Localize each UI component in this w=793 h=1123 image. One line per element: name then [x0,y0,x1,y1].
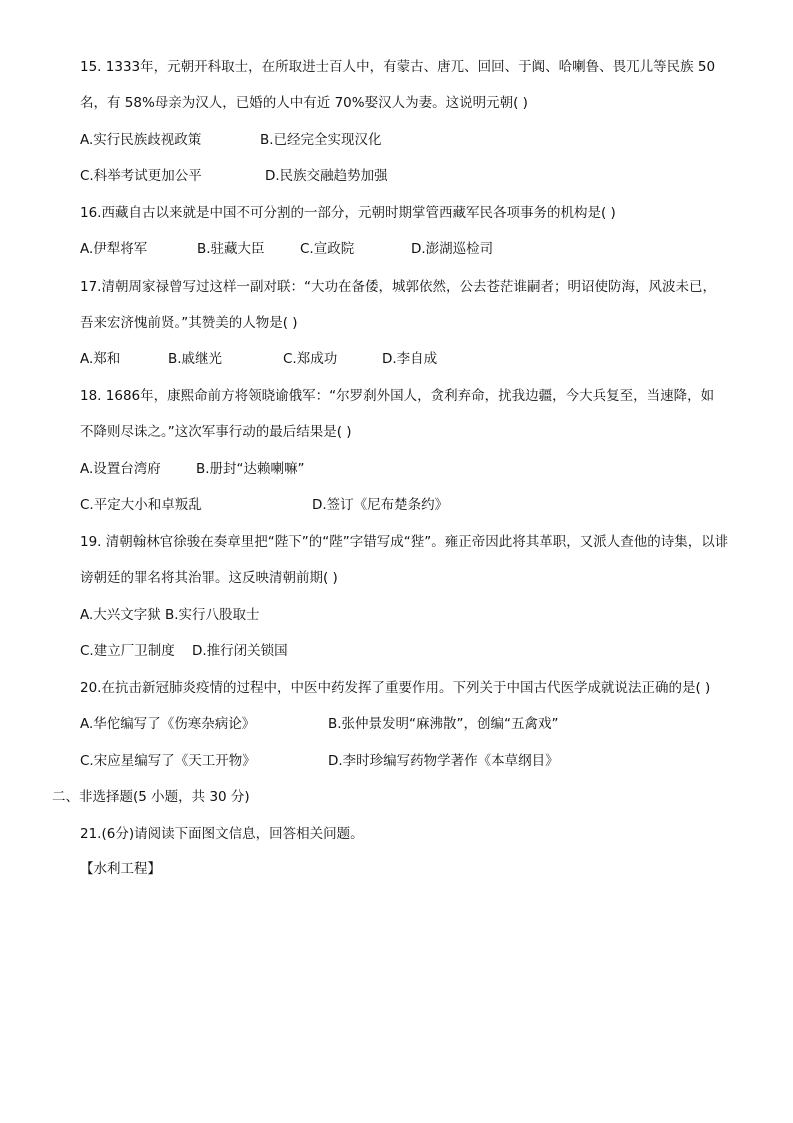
question-18-option-a: A.设置台湾府 [80,461,161,477]
sub-heading-water-engineering: 【水利工程】 [80,861,161,877]
question-17-line-2: 吾来宏济愧前贤。”其赞美的人物是( ) [80,315,298,331]
question-17-option-c: C.郑成功 [283,351,338,367]
question-17-option-d: D.李自成 [382,351,438,367]
question-18-line-1: 18. 1686年，康熙命前方将领晓谕俄军：“尔罗刹外国人，贪利弃命，扰我边疆，今大兵复至，当速降，如 [80,388,715,404]
question-15-line-2: 名，有 58%母亲为汉人，已婚的人中有近 70%娶汉人为妻。这说明元朝( ) [80,95,528,111]
question-15-option-a: A.实行民族歧视政策 [80,132,202,148]
question-15-option-c: C.科举考试更加公平 [80,168,202,184]
question-16-option-d: D.澎湖巡检司 [411,241,494,257]
question-19-line-2: 谤朝廷的罪名将其治罪。这反映清朝前期( ) [80,570,338,586]
question-17-option-a: A.郑和 [80,351,121,367]
question-15-option-d: D.民族交融趋势加强 [265,168,388,184]
question-19-option-a: A.大兴文字狱 [80,607,161,623]
question-20-option-c: C.宋应星编写了《天工开物》 [80,753,256,769]
question-20-option-d: D.李时珍编写药物学著作《本草纲目》 [328,753,559,769]
question-20-option-b: B.张仲景发明“麻沸散”，创编“五禽戏” [328,716,559,732]
question-17-option-b: B.戚继光 [168,351,223,367]
question-19-line-1: 19. 清朝翰林官徐骏在奏章里把“陛下”的“陛”字错写成“狴”。雍正帝因此将其革职，又派人查他的诗集，以诽 [80,534,729,550]
question-19-option-b: B.实行八股取士 [165,607,260,623]
question-15-line-1: 15. 1333年，元朝开科取士，在所取进士百人中，有蒙古、唐兀、回回、于阗、哈喇鲁、畏兀儿等民族 50 [80,59,716,75]
question-17-line-1: 17.清朝周家禄曾写过这样一副对联：“大功在备倭，城郭依然，公去苍茫谁嗣者；明诏使防海，风波未已， [80,279,716,295]
question-18-line-2: 不降则尽诛之。”这次军事行动的最后结果是( ) [80,424,352,440]
question-16-option-b: B.驻藏大臣 [197,241,265,257]
question-16-option-a: A.伊犁将军 [80,241,148,257]
question-21-prompt: 21.(6分)请阅读下面图文信息，回答相关问题。 [80,826,364,842]
question-19-option-c: C.建立厂卫制度 [80,643,175,659]
question-18-option-b: B.册封“达赖喇嘛” [196,461,305,477]
question-16-line-1: 16.西藏自古以来就是中国不可分割的一部分，元朝时期掌管西藏军民各项事务的机构是( ) [80,205,616,221]
question-20-line-1: 20.在抗击新冠肺炎疫情的过程中，中医中药发挥了重要作用。下列关于中国古代医学成就说法正确的是( ) [80,680,711,696]
question-18-option-d: D.签订《尼布楚条约》 [312,497,449,513]
question-19-option-d: D.推行闭关锁国 [192,643,288,659]
question-20-option-a: A.华佗编写了《伤寒杂病论》 [80,716,256,732]
question-15-option-b: B.已经完全实现汉化 [260,132,382,148]
question-16-option-c: C.宣政院 [300,241,355,257]
section-2-heading: 二、非选择题(5 小题，共 30 分) [52,789,250,805]
question-18-option-c: C.平定大小和卓叛乱 [80,497,202,513]
